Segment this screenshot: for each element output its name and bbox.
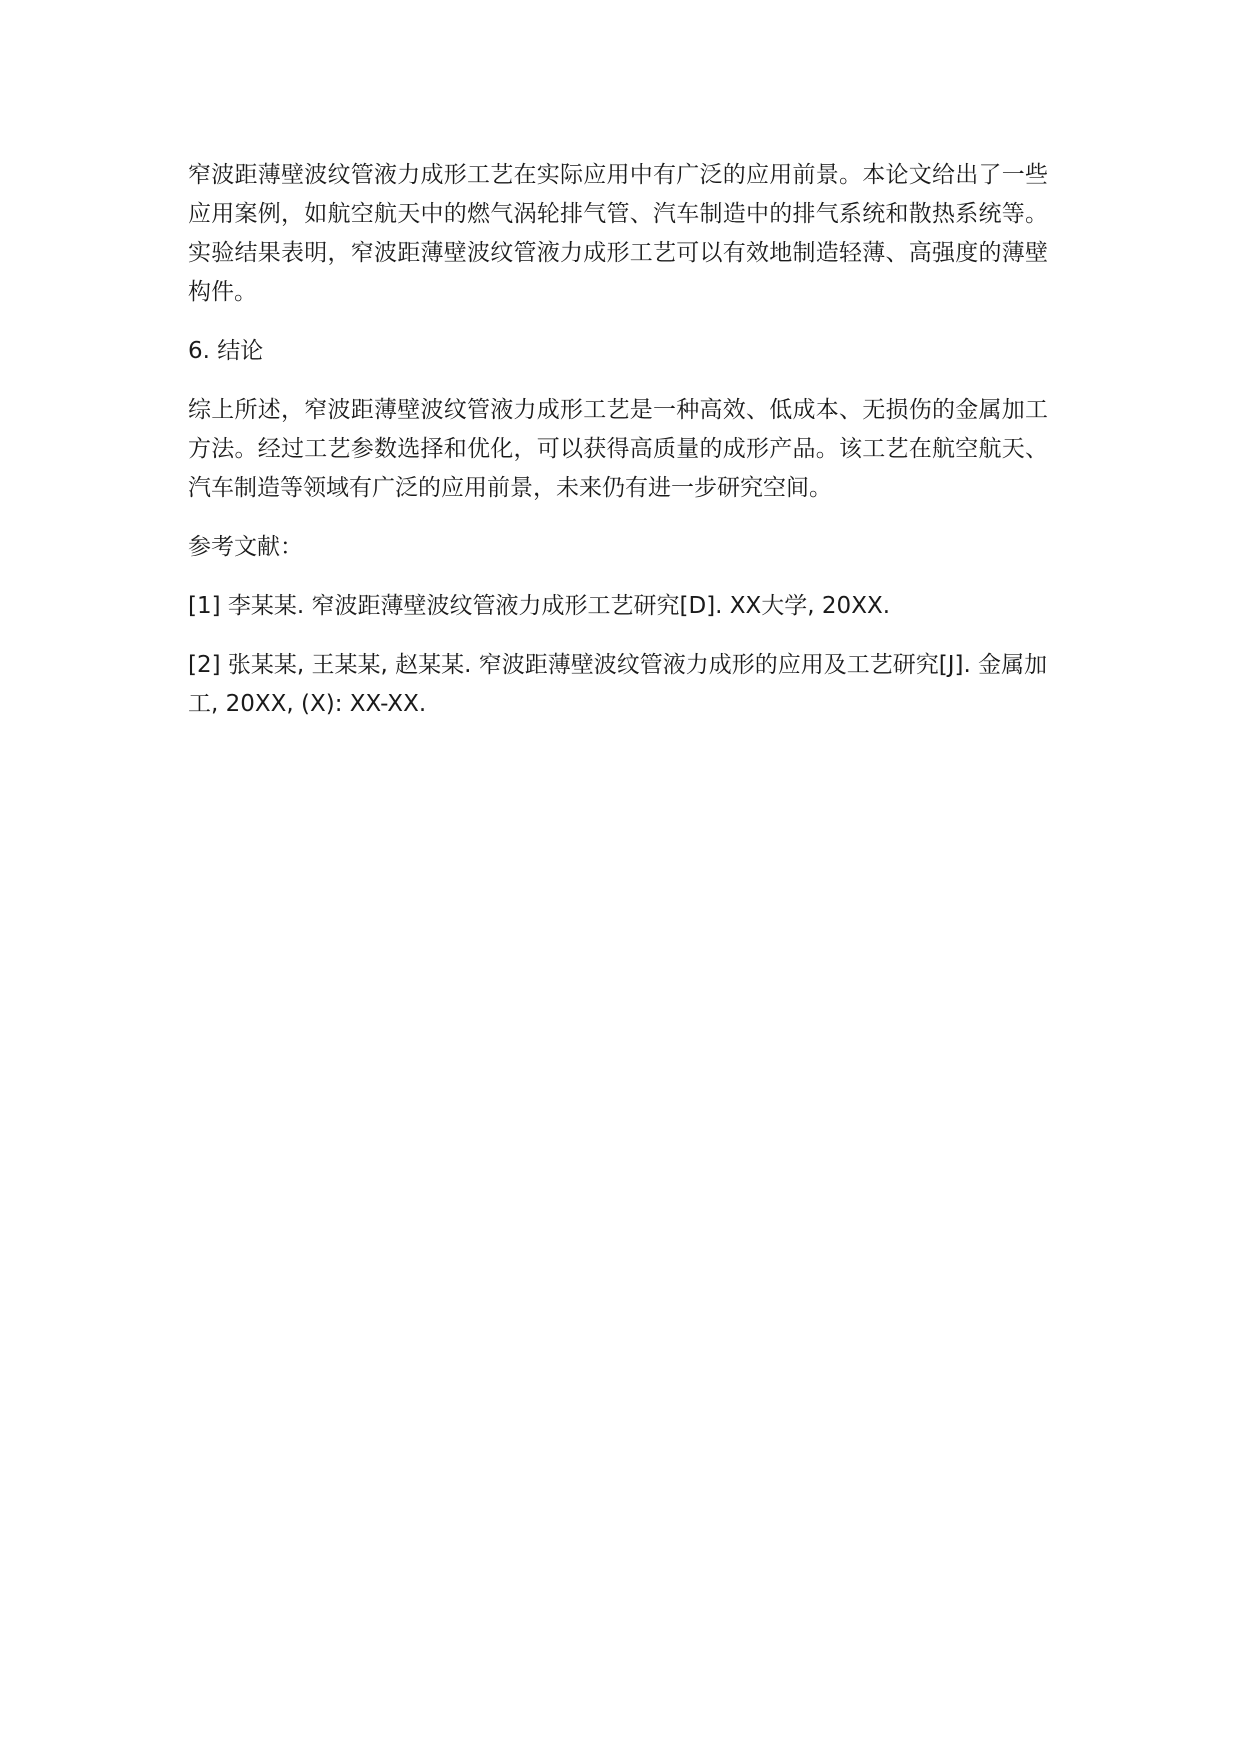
references-heading: 参考文献： — [188, 534, 303, 560]
reference-item: [1] 李某某. 窄波距薄壁波纹管液力成形工艺研究[D]. XX大学, 20XX. — [188, 593, 891, 619]
conclusion-heading: 6. 结论 — [188, 338, 264, 364]
reference-item: [2] 张某某, 王某某, 赵某某. 窄波距薄壁波纹管液力成形的应用及工艺研究[J]. 金属加工, 20XX, (X): XX-XX. — [188, 652, 1048, 717]
application-paragraph: 窄波距薄壁波纹管液力成形工艺在实际应用中有广泛的应用前景。本论文给出了一些应用案例，如航空航天中的燃气涡轮排气管、汽车制造中的排气系统和散热系统等。实验结果表明，窄波距薄壁波纹管液力成形工艺可以有效地制造轻薄、高强度的薄壁构件。 — [188, 162, 1048, 305]
conclusion-paragraph: 综上所述，窄波距薄壁波纹管液力成形工艺是一种高效、低成本、无损伤的金属加工方法。经过工艺参数选择和优化，可以获得高质量的成形产品。该工艺在航空航天、汽车制造等领域有广泛的应用前景，未来仍有进一步研究空间。 — [188, 397, 1048, 501]
document-body — [188, 156, 1048, 744]
